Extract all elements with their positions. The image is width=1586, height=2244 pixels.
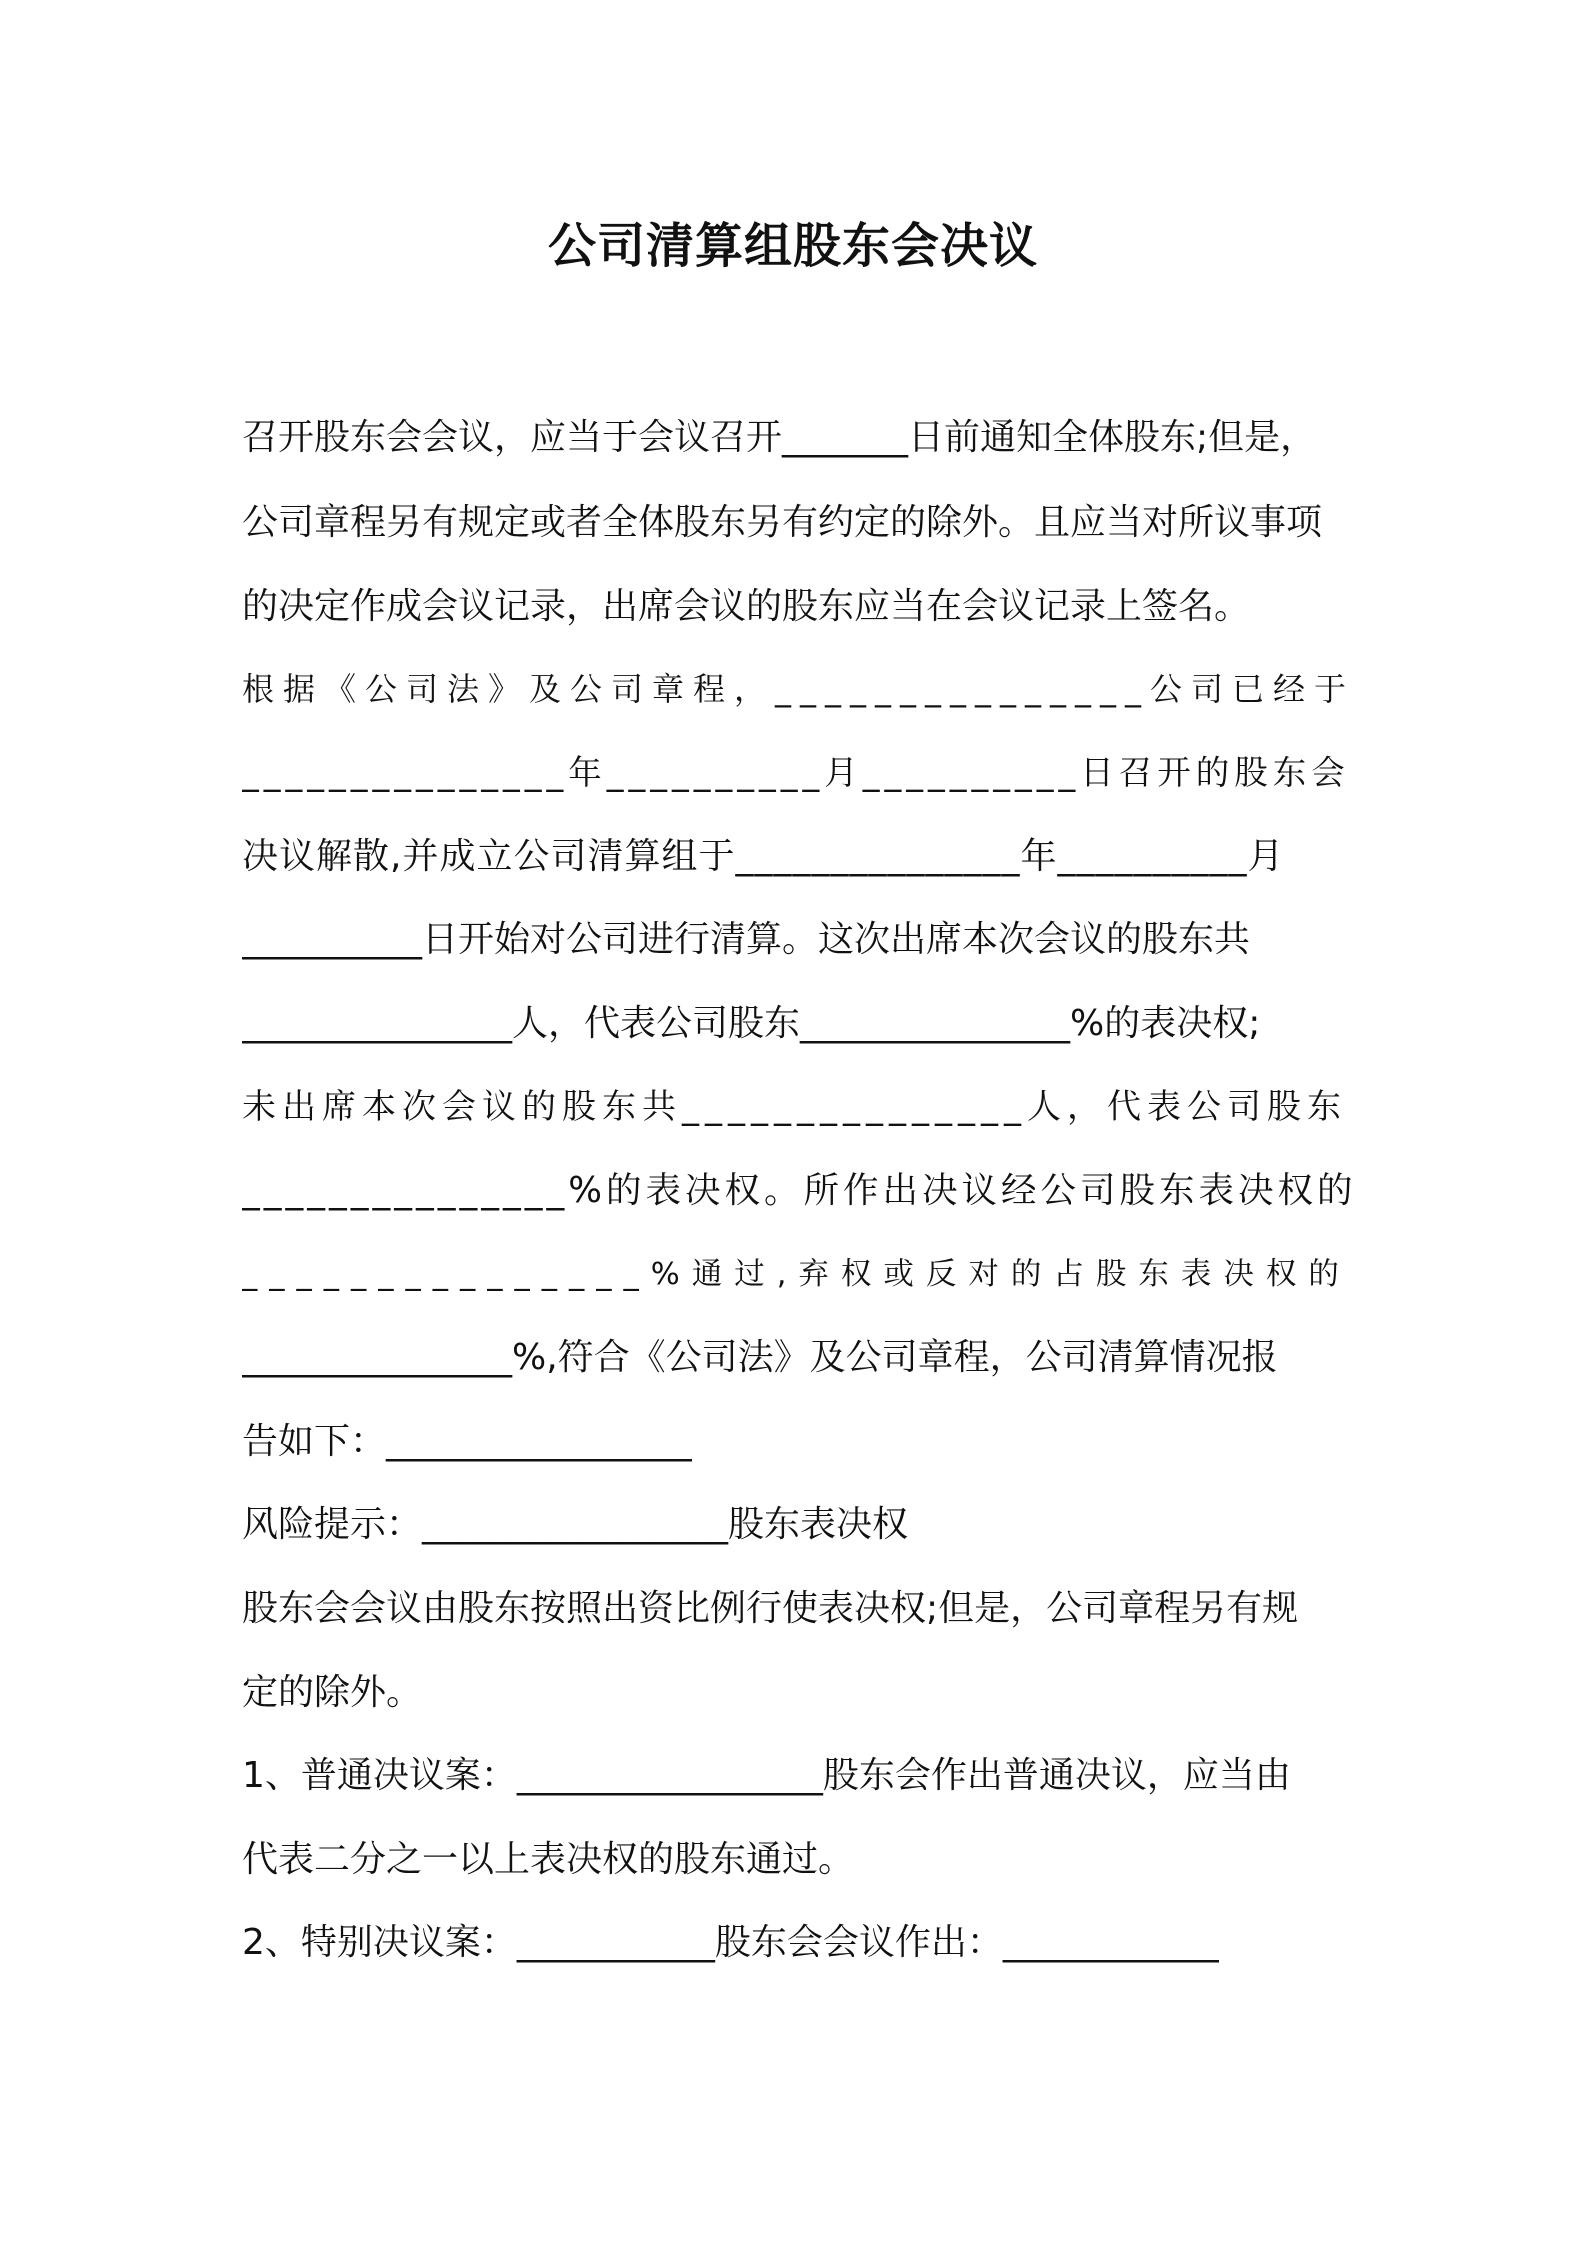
paragraph-line: _______________%,符合《公司法》及公司章程，公司清算情况报 xyxy=(242,1337,1278,1378)
paragraph-line: 告如下：_________________ xyxy=(242,1421,693,1462)
paragraph-line: 代表二分之一以上表决权的股东通过。 xyxy=(242,1839,855,1880)
paragraph-line: _______________人，代表公司股东_______________%的表决权; xyxy=(242,1003,1261,1044)
paragraph-line: 决议解散,并成立公司清算组于_______________年__________月 xyxy=(242,836,1285,877)
paragraph-line: 的决定作成会议记录，出席会议的股东应当在会议记录上签名。 xyxy=(242,586,1251,627)
paragraph-line: 公司章程另有规定或者全体股东另有约定的除外。且应当对所议事项 xyxy=(242,502,1323,543)
paragraph-line: 股东会会议由股东按照出资比例行使表决权;但是，公司章程另有规 xyxy=(242,1588,1299,1629)
paragraph-line: 2、特别决议案：___________股东会会议作出：____________ xyxy=(242,1922,1219,1963)
paragraph-line: __________日开始对公司进行清算。这次出席本次会议的股东共 xyxy=(242,919,1251,960)
paragraph-line: 召开股东会会议，应当于会议召开_______日前通知全体股东;但是， xyxy=(242,417,1317,458)
paragraph-line: _______________年__________月__________日召开的股东会 xyxy=(242,753,1350,792)
paragraph-line: 定的除外。 xyxy=(242,1672,423,1713)
paragraph-line: 根据《公司法》及公司章程，_______________公司已经于 xyxy=(242,670,1356,708)
paragraph-line: 风险提示：_________________股东表决权 xyxy=(242,1504,909,1545)
paragraph-line: 1、普通决议案：_________________股东会作出普通决议，应当由 xyxy=(242,1755,1291,1796)
paragraph-line: 未出席本次会议的股东共_______________人，代表公司股东 xyxy=(242,1087,1347,1127)
paragraph-line: _______________%的表决权。所作出决议经公司股东表决权的 xyxy=(242,1170,1357,1211)
document-title: 公司清算组股东会决议 xyxy=(547,218,1038,274)
paragraph-line: _______________%通过,弃权或反对的占股东表决权的 xyxy=(242,1257,1351,1292)
